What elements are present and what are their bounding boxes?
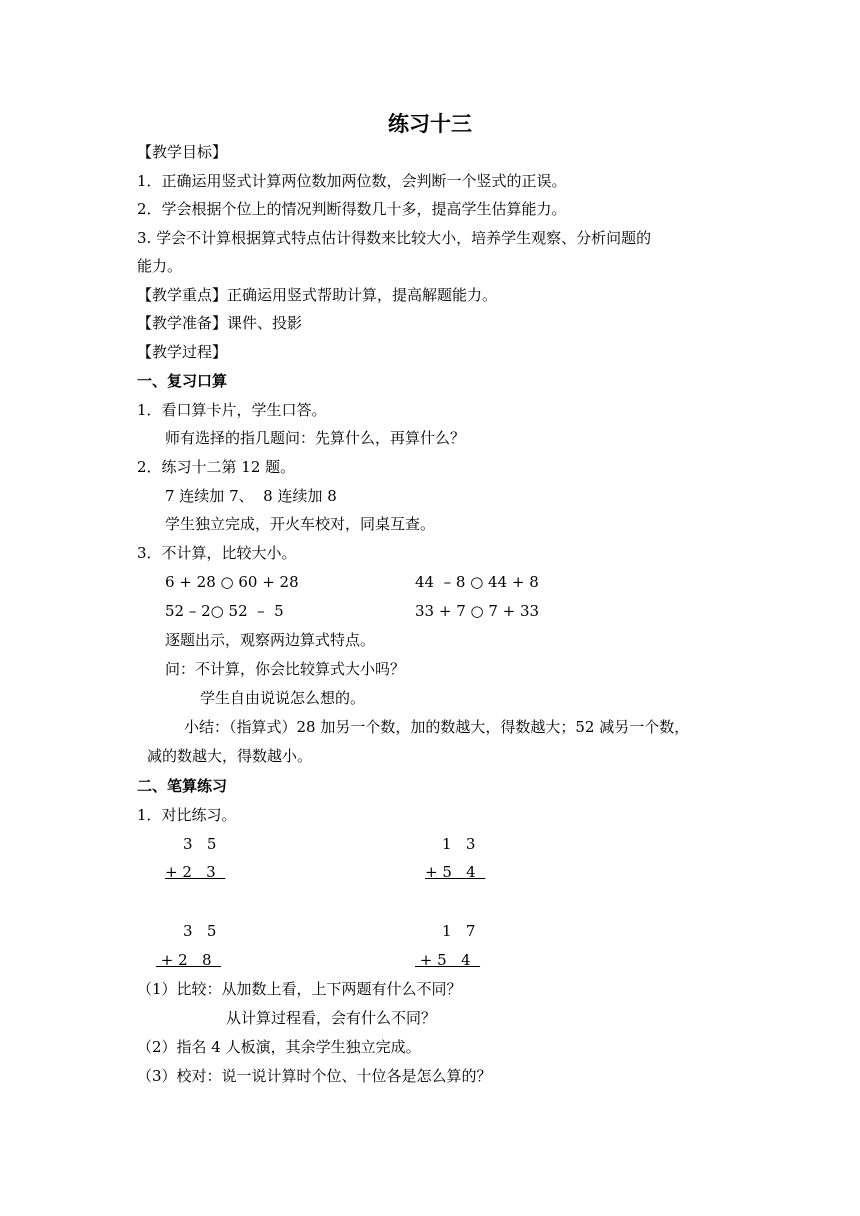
s1-item1: 1．看口算卡片，学生口答。 (137, 401, 327, 419)
goal-1: 1．正确运用竖式计算两位数加两位数，会判断一个竖式的正误。 (137, 172, 567, 190)
process-heading: 【教学过程】 (137, 343, 228, 361)
s1-item1-sub: 师有选择的指几题问：先算什么，再算什么？ (165, 429, 466, 447)
section1-heading: 一、复习口算 (137, 372, 228, 390)
s1-summary-1: 小结：（指算式）28 加另一个数，加的数越大，得数越大；52 减另一个数， (184, 718, 690, 736)
goals-heading: 【教学目标】 (137, 143, 228, 161)
question-1-sub: 从计算过程看，会有什么不同？ (226, 1009, 437, 1027)
page-title: 练习十三 (388, 112, 472, 136)
s2-item1: 1．对比练习。 (137, 806, 237, 824)
question-1: （1）比较：从加数上看，上下两题有什么不同？ (137, 980, 462, 998)
s1-sub-c: 学生自由说说怎么想的。 (200, 689, 366, 707)
question-3: （3）校对：说一说计算时个位、十位各是怎么算的？ (137, 1067, 492, 1085)
vertical-4-bottom: + 5 4 (415, 951, 481, 969)
vertical-1-bottom: + 2 3 (165, 863, 226, 881)
s1-sub-a: 逐题出示，观察两边算式特点。 (165, 631, 376, 649)
compare-row1-right: 44 – 8 ○ 44 + 8 (415, 573, 539, 591)
s1-summary-2: 减的数越大，得数越小。 (147, 747, 313, 765)
s1-item2-sub1: 7 连续加 7、 8 连续加 8 (165, 487, 337, 505)
key-point: 【教学重点】正确运用竖式帮助计算，提高解题能力。 (137, 286, 498, 304)
s1-item2: 2．练习十二第 12 题。 (137, 458, 296, 476)
compare-row2-right: 33 + 7 ○ 7 + 33 (415, 602, 540, 620)
goal-3: 3. 学会不计算根据算式特点估计得数来比较大小，培养学生观察、分析问题的 (137, 229, 652, 247)
vertical-3-top: 3 5 (183, 922, 217, 940)
s1-sub-b: 问：不计算，你会比较算式大小吗？ (165, 660, 406, 678)
vertical-3-bottom: + 2 8 (156, 951, 222, 969)
s1-item2-sub2: 学生独立完成，开火车校对，同桌互查。 (165, 515, 436, 533)
compare-row2-left: 52 – 2○ 52 – 5 (165, 602, 284, 620)
vertical-2-top: 1 3 (442, 835, 476, 853)
vertical-2-bottom: + 5 4 (425, 863, 486, 881)
question-2: （2）指名 4 人板演，其余学生独立完成。 (137, 1038, 421, 1056)
section2-heading: 二、笔算练习 (137, 777, 228, 795)
goal-2: 2．学会根据个位上的情况判断得数几十多，提高学生估算能力。 (137, 200, 567, 218)
goal-3-cont: 能力。 (137, 257, 183, 275)
vertical-4-top: 1 7 (442, 922, 476, 940)
compare-row1-left: 6 + 28 ○ 60 + 28 (165, 573, 299, 591)
teaching-prep: 【教学准备】课件、投影 (137, 314, 303, 332)
s1-item3: 3．不计算，比较大小。 (137, 544, 297, 562)
vertical-1-top: 3 5 (183, 835, 217, 853)
